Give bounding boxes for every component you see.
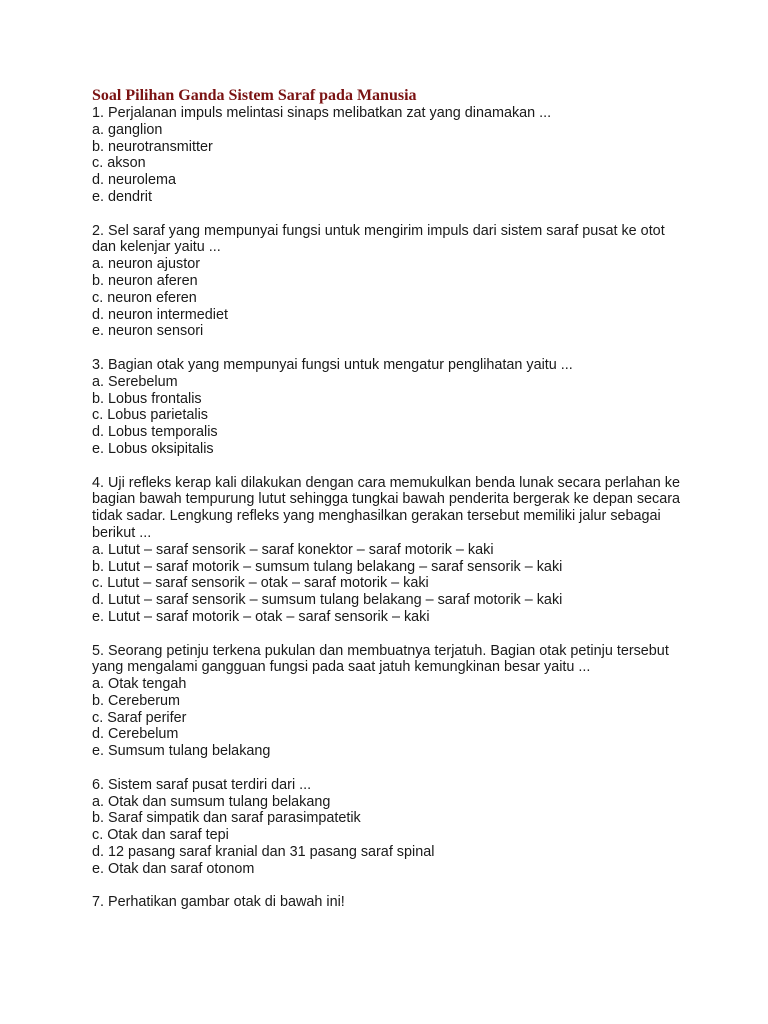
option-d: d. Cerebelum bbox=[92, 726, 179, 743]
question-4 bbox=[92, 475, 688, 626]
option-c: c. Lutut – saraf sensorik – otak – saraf motorik – kaki bbox=[92, 575, 429, 592]
option-e: e. dendrit bbox=[92, 188, 153, 205]
option-a: a. Serebelum bbox=[92, 373, 178, 390]
option-d: d. Lobus temporalis bbox=[92, 424, 218, 441]
option-c: c. Saraf perifer bbox=[92, 709, 187, 726]
option-a: a. neuron ajustor bbox=[92, 256, 201, 273]
option-e: e. Sumsum tulang belakang bbox=[92, 743, 271, 760]
option-a: a. ganglion bbox=[92, 121, 163, 138]
question-text: 3. Bagian otak yang mempunyai fungsi untuk mengatur penglihatan yaitu ... bbox=[92, 356, 573, 373]
option-b: b. neurotransmitter bbox=[92, 138, 213, 155]
question-text: 2. Sel saraf yang mempunyai fungsi untuk mengirim impuls dari sistem saraf pusat ke otot dan kelenjar yaitu ... bbox=[92, 222, 665, 256]
question-6 bbox=[92, 777, 688, 878]
option-d: d. neuron intermediet bbox=[92, 306, 228, 323]
option-b: b. Lutut – saraf motorik – sumsum tulang belakang – saraf sensorik – kaki bbox=[92, 558, 563, 575]
question-text: 6. Sistem saraf pusat terdiri dari ... bbox=[92, 776, 312, 793]
question-text: 7. Perhatikan gambar otak di bawah ini! bbox=[92, 894, 345, 911]
option-d: d. Lutut – saraf sensorik – sumsum tulang belakang – saraf motorik – kaki bbox=[92, 592, 563, 609]
document-title: Soal Pilihan Ganda Sistem Saraf pada Manusia bbox=[92, 87, 417, 104]
question-text: 4. Uji refleks kerap kali dilakukan dengan cara memukulkan benda lunak secara perlahan ke bagian bawah tempurung lutut sehingga tungkai bawah penderita bergerak ke depan secara tidak sadar. Lengkung refleks yang menghasilkan gerakan tersebut memiliki jalur sebagai berikut ... bbox=[92, 474, 681, 541]
option-c: c. akson bbox=[92, 155, 146, 172]
question-3 bbox=[92, 357, 688, 458]
question-7 bbox=[92, 894, 688, 911]
option-e: e. neuron sensori bbox=[92, 323, 204, 340]
option-c: c. neuron eferen bbox=[92, 289, 197, 306]
option-c: c. Lobus parietalis bbox=[92, 407, 208, 424]
question-text: 1. Perjalanan impuls melintasi sinaps melibatkan zat yang dinamakan ... bbox=[92, 105, 552, 121]
question-text: 5. Seorang petinju terkena pukulan dan membuatnya terjatuh. Bagian otak petinju tersebut yang mengalami gangguan fungsi pada saat jatuh kemungkinan besar yaitu ... bbox=[92, 642, 669, 676]
option-e: e. Lutut – saraf motorik – otak – saraf sensorik – kaki bbox=[92, 608, 430, 625]
option-b: b. Lobus frontalis bbox=[92, 390, 202, 407]
option-a: a. Lutut – saraf sensorik – saraf konektor – saraf motorik – kaki bbox=[92, 541, 494, 558]
option-d: d. 12 pasang saraf kranial dan 31 pasang saraf spinal bbox=[92, 844, 435, 861]
option-b: b. Cereberum bbox=[92, 692, 180, 709]
option-c: c. Otak dan saraf tepi bbox=[92, 827, 229, 844]
option-b: b. neuron aferen bbox=[92, 272, 198, 289]
option-b: b. Saraf simpatik dan saraf parasimpatetik bbox=[92, 810, 361, 827]
option-e: e. Otak dan saraf otonom bbox=[92, 860, 255, 877]
question-5 bbox=[92, 643, 688, 761]
option-a: a. Otak dan sumsum tulang belakang bbox=[92, 793, 331, 810]
option-e: e. Lobus oksipitalis bbox=[92, 440, 214, 457]
question-2 bbox=[92, 223, 688, 341]
option-d: d. neurolema bbox=[92, 172, 176, 189]
question-1 bbox=[92, 105, 688, 206]
option-a: a. Otak tengah bbox=[92, 676, 187, 693]
